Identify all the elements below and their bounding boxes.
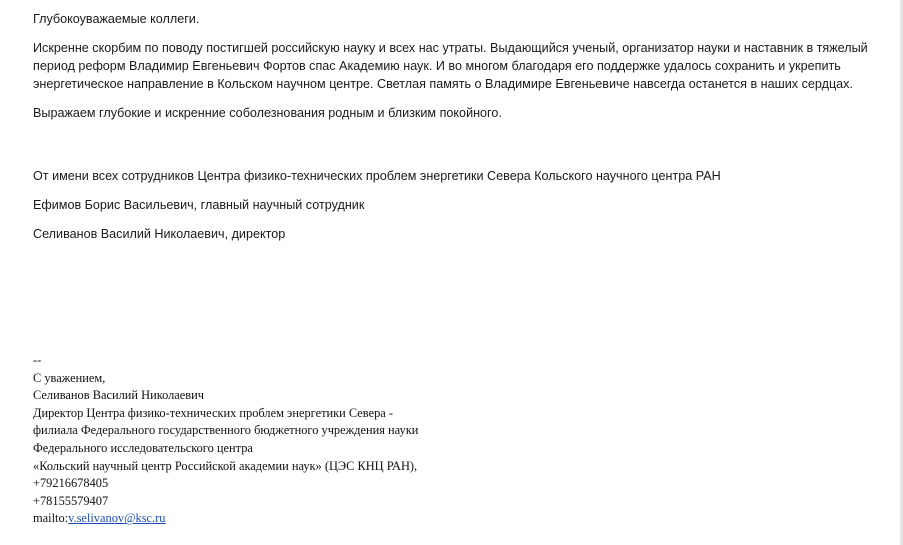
signer-line-efimov: Ефимов Борис Васильевич, главный научный сотрудник — [33, 198, 365, 212]
sympathy-paragraph: Выражаем глубокие и искренние соболезнования родным и близким покойного. — [33, 106, 502, 120]
signature-position-line: филиала Федерального государственного бюджетного учреждения науки — [33, 423, 419, 438]
signer-line-selivanov: Селиванов Василий Николаевич, директор — [33, 227, 286, 241]
signature-position-line: Директор Центра физико-технических проблем энергетики Севера - — [33, 405, 394, 420]
signature-phone: +79216678405 — [33, 476, 109, 491]
email-body — [33, 10, 883, 254]
signature-mailto — [33, 510, 633, 528]
condolence-paragraph: Искренне скорбим по поводу постигшей российскую науку и всех нас утраты. Выдающийся ученый, организатор науки и наставник в тяжелый период реформ Владимир Евгеньевич Фортов спас Академию наук. И во многом благодаря его поддержке удалось сохранить и укрепить энергетическое направление в Кольском научном центре. Светлая память о Владимире Евгеньевиче навсегда останется в наших сердцах. — [33, 41, 868, 91]
signature-separator: -- — [33, 353, 42, 367]
signature-phone: +78155579407 — [33, 493, 109, 508]
mailto-prefix: mailto: — [33, 511, 69, 526]
email-signature — [33, 352, 633, 528]
signature-position-line: «Кольский научный центр Российской академии наук» (ЦЭС КНЦ РАН), — [33, 458, 418, 473]
spacer — [33, 133, 883, 167]
email-link[interactable]: v.selivanov@ksc.ru — [68, 511, 166, 526]
on-behalf-line: От имени всех сотрудников Центра физико-технических проблем энергетики Севера Кольского научного центра РАН — [33, 169, 721, 183]
signature-name: Селиванов Василий Николаевич — [33, 388, 205, 403]
greeting: Глубокоуважаемые коллеги. — [33, 12, 200, 26]
signature-position-line: Федерального исследовательского центра — [33, 440, 253, 455]
signature-regards: С уважением, — [33, 370, 106, 385]
